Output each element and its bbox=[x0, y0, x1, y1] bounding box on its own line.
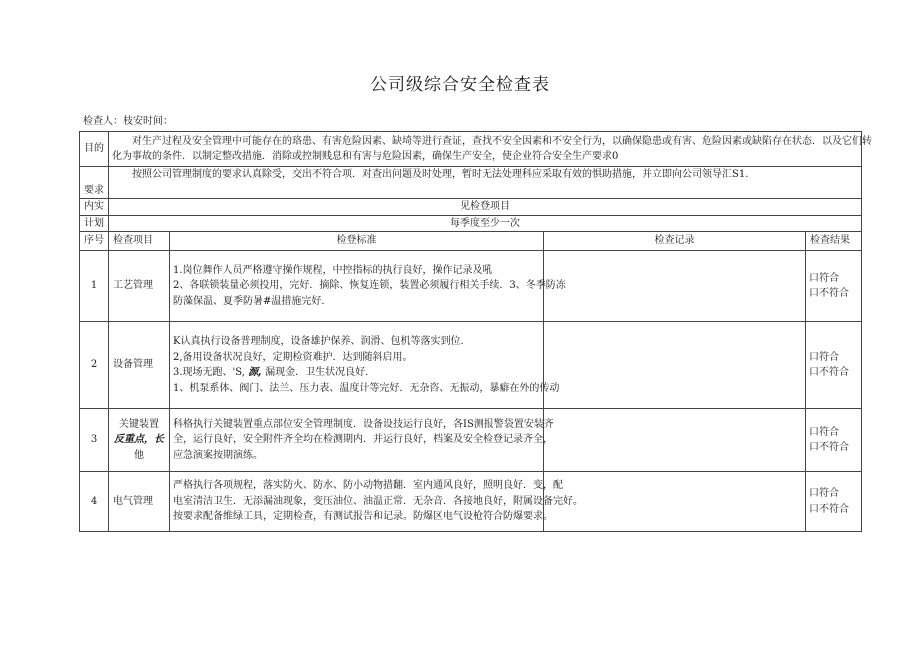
inspector-time-line: 检查人：枝安时间： bbox=[83, 116, 173, 127]
purpose-text bbox=[109, 132, 872, 167]
row-standard bbox=[170, 251, 566, 322]
row-standard bbox=[170, 409, 554, 472]
row-item bbox=[109, 409, 170, 472]
row-record[interactable] bbox=[544, 251, 806, 322]
page-title: 公司级综合安全检查表 bbox=[370, 75, 550, 95]
checkbox-pass[interactable]: 口符合 bbox=[809, 488, 839, 499]
row-result bbox=[806, 409, 862, 472]
checkbox-fail[interactable]: 口不符合 bbox=[809, 288, 849, 299]
header-result: 检查结果 bbox=[806, 232, 862, 251]
checkbox-fail[interactable]: 口不符合 bbox=[809, 367, 849, 378]
purpose-label: 目的 bbox=[80, 132, 109, 167]
checkbox-pass[interactable]: 口符合 bbox=[809, 272, 839, 284]
std-line: 3.现场无跑、'S, 源, 漏现金．卫生状况良好. bbox=[173, 367, 369, 378]
std-line: 全，运行良好，安全附件齐全均在检测期内．并运行良好，档案及安全检登记录齐全， bbox=[173, 434, 553, 446]
table-row bbox=[80, 472, 862, 532]
row-no: 4 bbox=[80, 472, 109, 532]
purpose-text-line2: 化为事故的条件．以制定整改措施．消除或控制贱息和有害与危险因素，确保生产安全，使企业符合安全生产要求0 bbox=[112, 151, 619, 162]
safety-checklist-table bbox=[79, 131, 872, 532]
row-item: 设备管理 bbox=[109, 322, 170, 409]
row-record[interactable] bbox=[544, 322, 806, 409]
header-standard: 检登标准 bbox=[170, 232, 544, 251]
std-line: 1、机泵系体、阀门、法兰、压力表、温度计等完好．无杂咨、无振动，暴癖在外的传动 bbox=[173, 382, 560, 394]
row-no: 1 bbox=[80, 251, 109, 322]
content-label: 内实 bbox=[80, 199, 109, 216]
checkbox-pass[interactable]: 口符合 bbox=[809, 426, 839, 438]
std-line: 1.岗位舞作人员严格遵守操作规程，中控指标的执行良好，操作记录及吼 bbox=[173, 264, 493, 276]
row-result bbox=[806, 251, 862, 322]
content-text: 见检登项目 bbox=[109, 199, 862, 216]
row-no: 2 bbox=[80, 322, 109, 409]
plan-row bbox=[80, 215, 862, 232]
checkbox-pass[interactable]: 口符合 bbox=[809, 351, 839, 363]
std-emphasis: 源, bbox=[248, 367, 262, 378]
checkbox-fail[interactable]: 口不符合 bbox=[809, 503, 849, 515]
header-record: 检查记录 bbox=[544, 232, 806, 251]
std-line: K认真执行设备普理制度，设备雄护保养、润滑、包机等落实到位. bbox=[173, 336, 464, 347]
std-line: 2、各联锁装量必须投用，完好．摘除、恢复连锁，装置必须履行相关手续．3、冬季防冻 bbox=[173, 280, 566, 292]
header-no: 序号 bbox=[80, 232, 109, 251]
row-result bbox=[806, 322, 862, 409]
row-standard bbox=[170, 322, 560, 409]
header-item: 检查项目 bbox=[109, 232, 170, 251]
table-row bbox=[80, 409, 862, 472]
header-row bbox=[80, 232, 862, 251]
row-standard bbox=[170, 472, 583, 532]
row-item: 电气管理 bbox=[109, 472, 170, 532]
table-row bbox=[80, 322, 862, 409]
plan-label: 计划 bbox=[80, 215, 109, 232]
row-item: 工艺管理 bbox=[109, 251, 170, 322]
checkbox-fail[interactable]: 口不符合 bbox=[809, 442, 849, 453]
purpose-row bbox=[80, 132, 862, 167]
std-line: 科格执行关键装置重点部位安全管理制度．设备设技运行良好，各IS测报警袋置安装齐 bbox=[173, 418, 554, 430]
std-line: 电室清洁卫生．无添漏油现象，变压油位、油温正常．无杂音．各接地良好，附属设备完好。 bbox=[173, 495, 583, 507]
requirement-label: 要求 bbox=[80, 167, 109, 199]
std-line: 严格执行各项规程，落实防火、防水、防小动物措翻．室内通风良好，照明良好．变，配 bbox=[173, 480, 563, 492]
item-line: 关键装置 bbox=[119, 418, 159, 430]
plan-text: 每季度至少一次 bbox=[109, 215, 862, 232]
content-row bbox=[80, 199, 862, 216]
requirement-row bbox=[80, 167, 862, 199]
row-result bbox=[806, 472, 862, 532]
std-line: 2,备用设备状况良好，定期检资难护．达到随斜启用。 bbox=[173, 351, 413, 363]
row-no: 3 bbox=[80, 409, 109, 472]
purpose-text-line1: 对生产过程及安全管理中可能存在的珞患、有害危险因素、缺埼等进行查证，查找不安全因素和不安全行为，以确保隐患或有害、危险因素或缺陷存在状态．以及它们转 bbox=[132, 135, 872, 147]
table-row bbox=[80, 251, 862, 322]
std-line: 应急演案按期演练。 bbox=[173, 449, 263, 461]
item-line: 反重点，长 bbox=[114, 434, 164, 446]
item-line: 他 bbox=[134, 449, 144, 461]
std-line: 防藻保温、夏季防暑#温措施完好. bbox=[173, 295, 325, 307]
std-line: 按要求配备维绿工具，定期检查，有测试报告和记录。防爆区电气设枪符合防爆要求。 bbox=[173, 511, 553, 523]
row-record[interactable] bbox=[544, 409, 806, 472]
requirement-text: 按照公司管理制度的要求认真除受，交出不符合项．对查出问题及时处理，暂时无法处理科应采取有效的惧助措施，并立即向公司领导汇S1. bbox=[132, 169, 749, 180]
